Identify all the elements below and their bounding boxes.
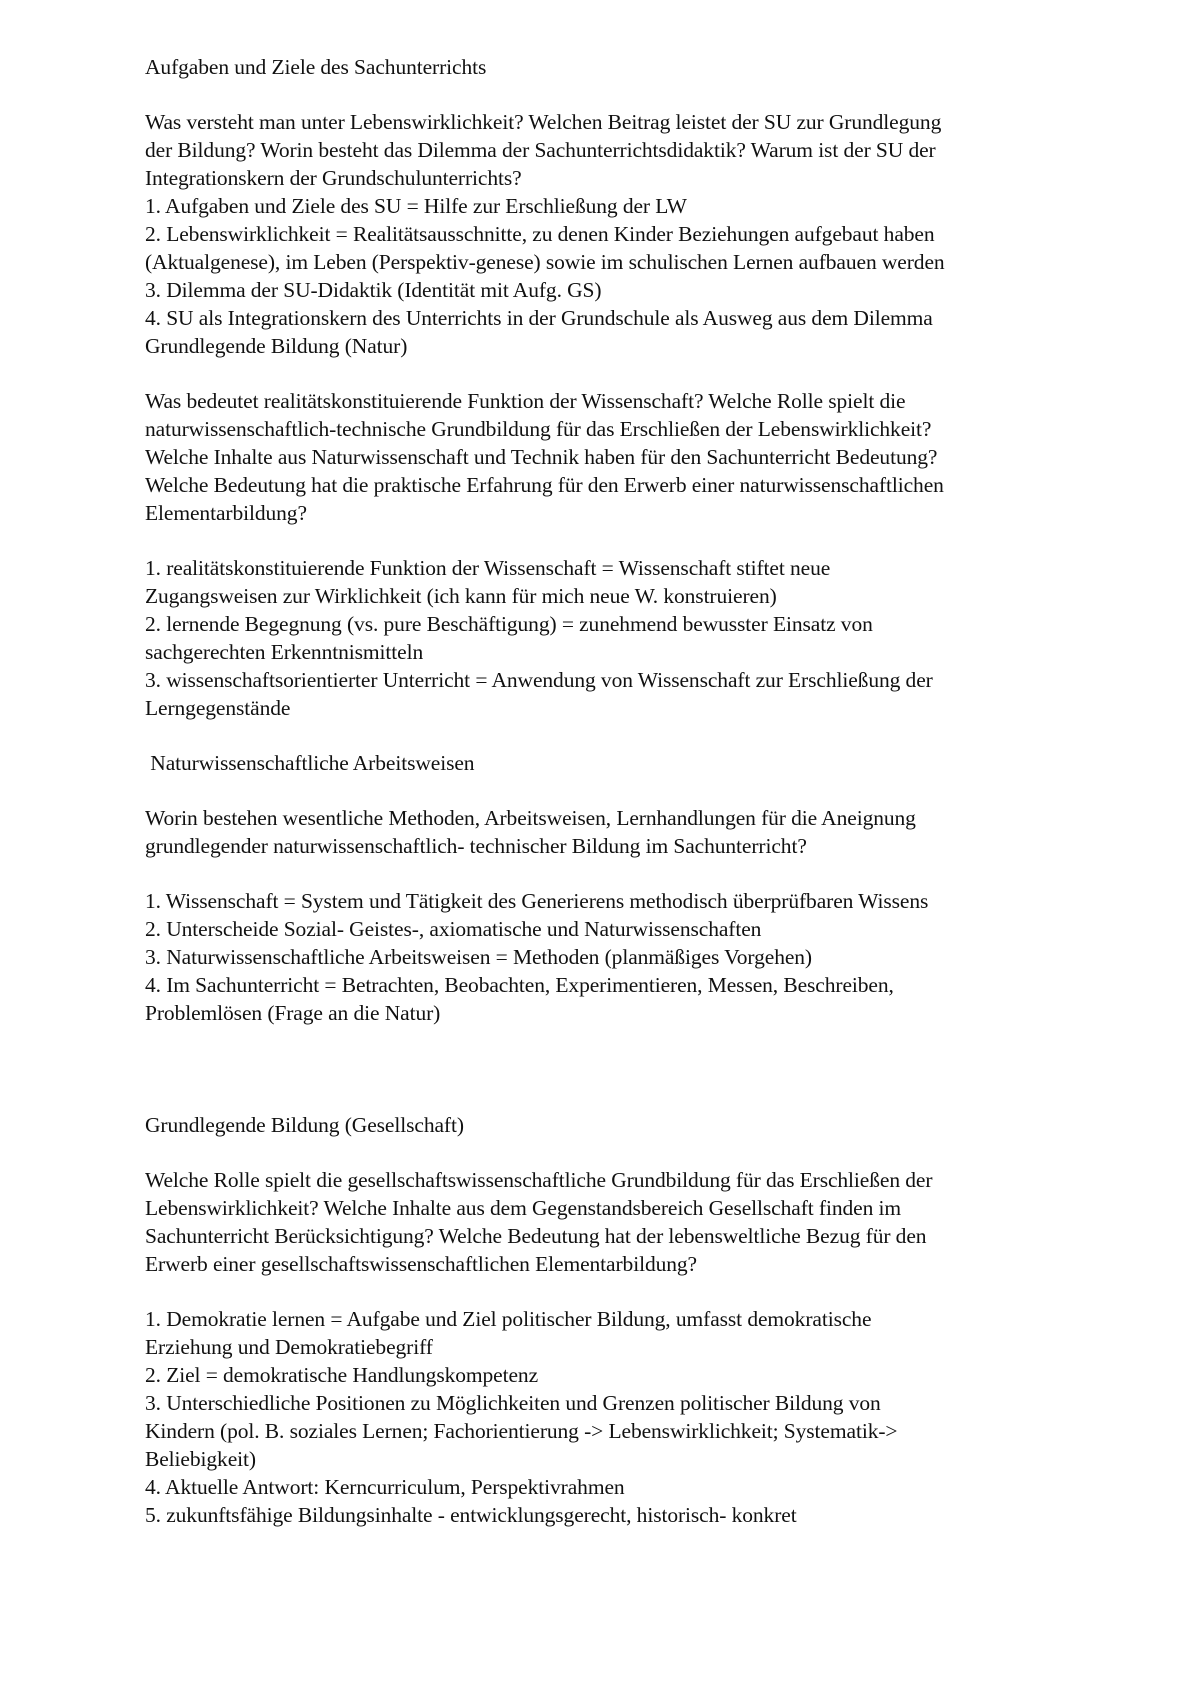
heading-text: Aufgaben und Ziele des Sachunterrichts: [145, 55, 487, 79]
section-heading-arbeitsweisen: [145, 749, 1155, 777]
section-heading-gesellschaft: [145, 1111, 1155, 1139]
answer-line: sachgerechten Erkenntnismitteln: [145, 640, 424, 664]
answer-line: 5. zukunftsfähige Bildungsinhalte - entwicklungsgerecht, historisch- konkret: [145, 1503, 797, 1527]
answer-list-4: [145, 1305, 1155, 1529]
answer-line: 3. Dilemma der SU-Didaktik (Identität mit Aufg. GS): [145, 278, 602, 302]
question-line: der Bildung? Worin besteht das Dilemma der Sachunterrichtsdidaktik? Warum ist der SU der: [145, 138, 936, 162]
answer-line: Lerngegenstände: [145, 696, 291, 720]
question-line: naturwissenschaftlich-technische Grundbildung für das Erschließen der Lebenswirklichkeit?: [145, 417, 932, 441]
spacer: [145, 1027, 1155, 1111]
spacer: [145, 1139, 1155, 1166]
question-line: grundlegender naturwissenschaftlich- technischer Bildung im Sachunterricht?: [145, 834, 807, 858]
spacer: [145, 360, 1155, 387]
question-line: Welche Inhalte aus Naturwissenschaft und Technik haben für den Sachunterricht Bedeutung?: [145, 445, 938, 469]
answer-line: Zugangsweisen zur Wirklichkeit (ich kann für mich neue W. konstruieren): [145, 584, 777, 608]
question-line: Welche Rolle spielt die gesellschaftswissenschaftliche Grundbildung für das Erschließen der: [145, 1168, 933, 1192]
question-line: Lebenswirklichkeit? Welche Inhalte aus dem Gegenstandsbereich Gesellschaft finden im: [145, 1196, 902, 1220]
answer-line: Problemlösen (Frage an die Natur): [145, 1001, 441, 1025]
questions-block-3: [145, 804, 1155, 860]
answer-line: 3. Unterschiedliche Positionen zu Möglichkeiten und Grenzen politischer Bildung von: [145, 1391, 881, 1415]
answer-line: 4. SU als Integrationskern des Unterrichts in der Grundschule als Ausweg aus dem Dilemma: [145, 306, 933, 330]
answer-line: 1. realitätskonstituierende Funktion der Wissenschaft = Wissenschaft stiftet neue: [145, 556, 831, 580]
questions-block-2: [145, 387, 1155, 527]
document-page: [145, 53, 1155, 1529]
answer-line: Beliebigkeit): [145, 1447, 256, 1471]
answer-line: 1. Wissenschaft = System und Tätigkeit des Generierens methodisch überprüfbaren Wissens: [145, 889, 929, 913]
answer-line: 3. Naturwissenschaftliche Arbeitsweisen = Methoden (planmäßiges Vorgehen): [145, 945, 812, 969]
answer-line: 2. Ziel = demokratische Handlungskompetenz: [145, 1363, 539, 1387]
answer-list-1: [145, 192, 1155, 360]
spacer: [145, 722, 1155, 749]
questions-block-1: [145, 108, 1155, 192]
question-line: Elementarbildung?: [145, 501, 307, 525]
question-line: Welche Bedeutung hat die praktische Erfahrung für den Erwerb einer naturwissenschaftlichen: [145, 473, 944, 497]
answer-line: 1. Demokratie lernen = Aufgabe und Ziel politischer Bildung, umfasst demokratische: [145, 1307, 872, 1331]
answer-list-3: [145, 887, 1155, 1027]
answer-line: 2. Unterscheide Sozial- Geistes-, axiomatische und Naturwissenschaften: [145, 917, 762, 941]
spacer: [145, 527, 1155, 554]
answer-line: 1. Aufgaben und Ziele des SU = Hilfe zur Erschließung der LW: [145, 194, 687, 218]
answer-line: 4. Aktuelle Antwort: Kerncurriculum, Perspektivrahmen: [145, 1475, 625, 1499]
heading-text: Grundlegende Bildung (Gesellschaft): [145, 1113, 464, 1137]
spacer: [145, 81, 1155, 108]
answer-list-2: [145, 554, 1155, 722]
spacer: [145, 1278, 1155, 1305]
questions-block-4: [145, 1166, 1155, 1278]
question-line: Sachunterricht Berücksichtigung? Welche Bedeutung hat der lebensweltliche Bezug für den: [145, 1224, 927, 1248]
answer-line: 2. lernende Begegnung (vs. pure Beschäftigung) = zunehmend bewusster Einsatz von: [145, 612, 873, 636]
answer-line: 4. Im Sachunterricht = Betrachten, Beobachten, Experimentieren, Messen, Beschreiben,: [145, 973, 894, 997]
spacer: [145, 777, 1155, 804]
question-line: Integrationskern der Grundschulunterrichts?: [145, 166, 522, 190]
section-heading-aufgaben: [145, 53, 1155, 81]
spacer: [145, 860, 1155, 887]
answer-line: (Aktualgenese), im Leben (Perspektiv-genese) sowie im schulischen Lernen aufbauen werden: [145, 250, 945, 274]
question-line: Was versteht man unter Lebenswirklichkeit? Welchen Beitrag leistet der SU zur Grundlegung: [145, 110, 942, 134]
question-line: Worin bestehen wesentliche Methoden, Arbeitsweisen, Lernhandlungen für die Aneignung: [145, 806, 916, 830]
heading-text: Naturwissenschaftliche Arbeitsweisen: [145, 751, 475, 775]
answer-line: Erziehung und Demokratiebegriff: [145, 1335, 433, 1359]
answer-line: Kindern (pol. B. soziales Lernen; Fachorientierung -> Lebenswirklichkeit; Systematik->: [145, 1419, 898, 1443]
question-line: Erwerb einer gesellschaftswissenschaftlichen Elementarbildung?: [145, 1252, 697, 1276]
answer-line: Grundlegende Bildung (Natur): [145, 334, 408, 358]
answer-line: 3. wissenschaftsorientierter Unterricht = Anwendung von Wissenschaft zur Erschließung der: [145, 668, 933, 692]
question-line: Was bedeutet realitätskonstituierende Funktion der Wissenschaft? Welche Rolle spielt die: [145, 389, 906, 413]
answer-line: 2. Lebenswirklichkeit = Realitätsausschnitte, zu denen Kinder Beziehungen aufgebaut haben: [145, 222, 935, 246]
